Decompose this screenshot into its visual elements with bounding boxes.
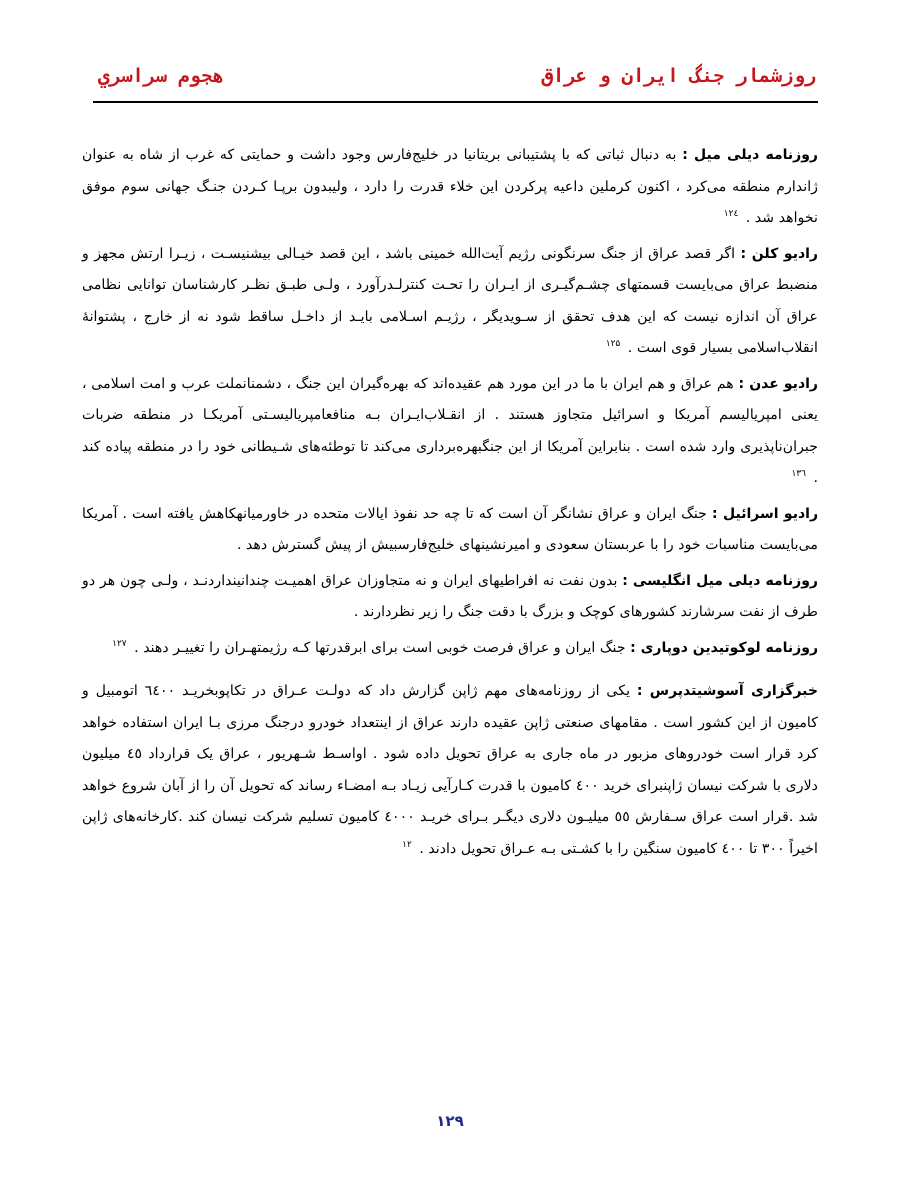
source-name: خبرگزاری آسوشيتدپرس : xyxy=(636,683,818,699)
paragraph-text: يکی از روزنامه‌های مهم ژاپن گزارش داد که دولـت عـراق در تکاپوبخريـد ٦٤٠٠ اتومبيل و کاميون از اين کشور است . مقامهای صنعتی ژاپن عقيده دارند عراق از اينتعداد خودرو درجنگ مرزی بـا ايران استفاده خواهد کرد قرار است خودروهای مزبور در ماه جاری به عراق تحويل داده شود . اواسـط شـهريور ، عراق يک قرارداد ٤٥ ميليون دلاری با شرکت نيسان ژاپنبرای خريد ٤٠٠ کاميون با قدرت کـارآيی زيـاد بـه امضـاء رساند که تحويل آن را از آبان شروع خواهد شد .قرار است عراق سـفارش ٥٥ ميليـون دلاری ديگـر بـرای خريـد ٤٠٠٠ کاميون تسليم شرکت نيسان کند .کارخانه‌های ژاپن اخيراً ۳۰۰ تا ٤٠٠ کاميون سنگين را با کشـتی بـه عـراق تحويل دادند . xyxy=(82,683,819,857)
footnote-marker: ۱۲۷ xyxy=(112,638,127,649)
source-name: راديو اسرائيل : xyxy=(711,505,819,522)
paragraph-text: هم عراق و هم ايران با ما در اين مورد هم عقيده‌اند که بهره‌گيران اين جنگ ، دشمنانملت عرب و امت اسلامی ، يعنی امپرياليسم آمريکا و اسرائيل متجاوز هستند . از انقـلاب‌ايـران بـه منافعامپرياليسـتی آمريکـا در منطقه ضربات جبران‌ناپذيری وارد شده است . بنابراين آمريکا از اين جنگبهره‌برداری می‌کند تا توطئه‌های شـيطانی خود را در منطقه پياده کند . xyxy=(82,375,818,486)
footnote-marker: ۱۲۵ xyxy=(605,339,621,350)
page-header xyxy=(98,56,816,96)
paragraph-daily-mail xyxy=(82,140,818,235)
paragraph-radio-aden xyxy=(82,369,818,495)
paragraph-radio-cologne xyxy=(82,239,818,365)
paragraph-text: جنگ ايران و عراق نشانگر آن است که تا چه حد نفوذ ايالات متحده در خاورميانهکاهش يافته است . آمريکا می‌بايست مناسبات خود را با عربستان سعودی و اميرنشينهای خليج‌فارسبيش از پيش گسترش دهد . xyxy=(82,505,818,553)
body-text xyxy=(82,140,818,869)
book-title: روزشمار جنگ ايران و عراق xyxy=(541,65,816,87)
paragraph-text: جنگ ايران و عراق فرصت خوبی است برای ابرقدرتها کـه رژيمتهـران را تغييـر دهند . xyxy=(134,639,626,656)
source-name: روزنامه لوکوتيدين دوپاری : xyxy=(630,639,818,656)
paragraph-daily-mail-english xyxy=(82,566,818,629)
source-name: راديو عدن : xyxy=(738,375,818,392)
paragraph-text: اگر قصد عراق از جنگ سرنگونی رژيم آيت‌الله خمينی باشد ، اين قصد خيـالی بيشنيسـت ، زيـرا ارتش مجهز و منضبط عراق می‌بايست قسمتهای چشـم‌گيـری از ايـران را تحـت کنترلـدرآورد ، ولـی طبـق نظـر کارشناسان توانايی نظامی عراق آن اندازه نيست که اين هدف تحقق از سـويديگر ، رژيـم اسـلامی بايـد از داخـل ساقط شود نه از خارج ، پشتوانۀ انقلاب‌اسلامی بسيار قوی است . xyxy=(82,245,818,356)
paragraph-radio-israel xyxy=(82,499,818,562)
paragraph-text: بدون نفت نه افراطيهای ايران و نه متجاوزان عراق اهميـت چندانينداردنـد ، ولـی چون هر دو طرف از نفت سرشارند کشورهای کوچک و بزرگ با دقت جنگ را زير نظردارند . xyxy=(82,572,818,620)
paragraph-text: به دنبال ثباتی که با پشتيبانی بريتانيا در خليج‌فارس وجود داشت و حمايتی که غرب از شاه به عنوان ژاندارم منطقه می‌کرد ، اکنون کرملين داعيه پرکردن اين خلاء قدرت را دارد ، وليبدون برپـا کـردن جنـگ جهانی سوم موفق نخواهد شد . xyxy=(82,147,818,226)
source-name: راديو کلن : xyxy=(740,245,818,262)
page-number: ۱۲۹ xyxy=(436,1112,464,1130)
section-title: هجوم سراسري xyxy=(98,65,224,87)
paragraph-le-quotidien-de-paris xyxy=(82,633,818,665)
paragraph-associated-press xyxy=(82,676,818,865)
header-divider xyxy=(93,101,818,103)
footnote-marker: ۱۲ xyxy=(402,839,412,850)
footnote-marker: ۱۳٦ xyxy=(791,469,806,480)
source-name: روزنامه ديلی ميل : xyxy=(682,147,818,163)
source-name: روزنامه ديلی ميل انگليسی : xyxy=(622,572,818,589)
footnote-marker: ۱۲٤ xyxy=(723,209,739,220)
